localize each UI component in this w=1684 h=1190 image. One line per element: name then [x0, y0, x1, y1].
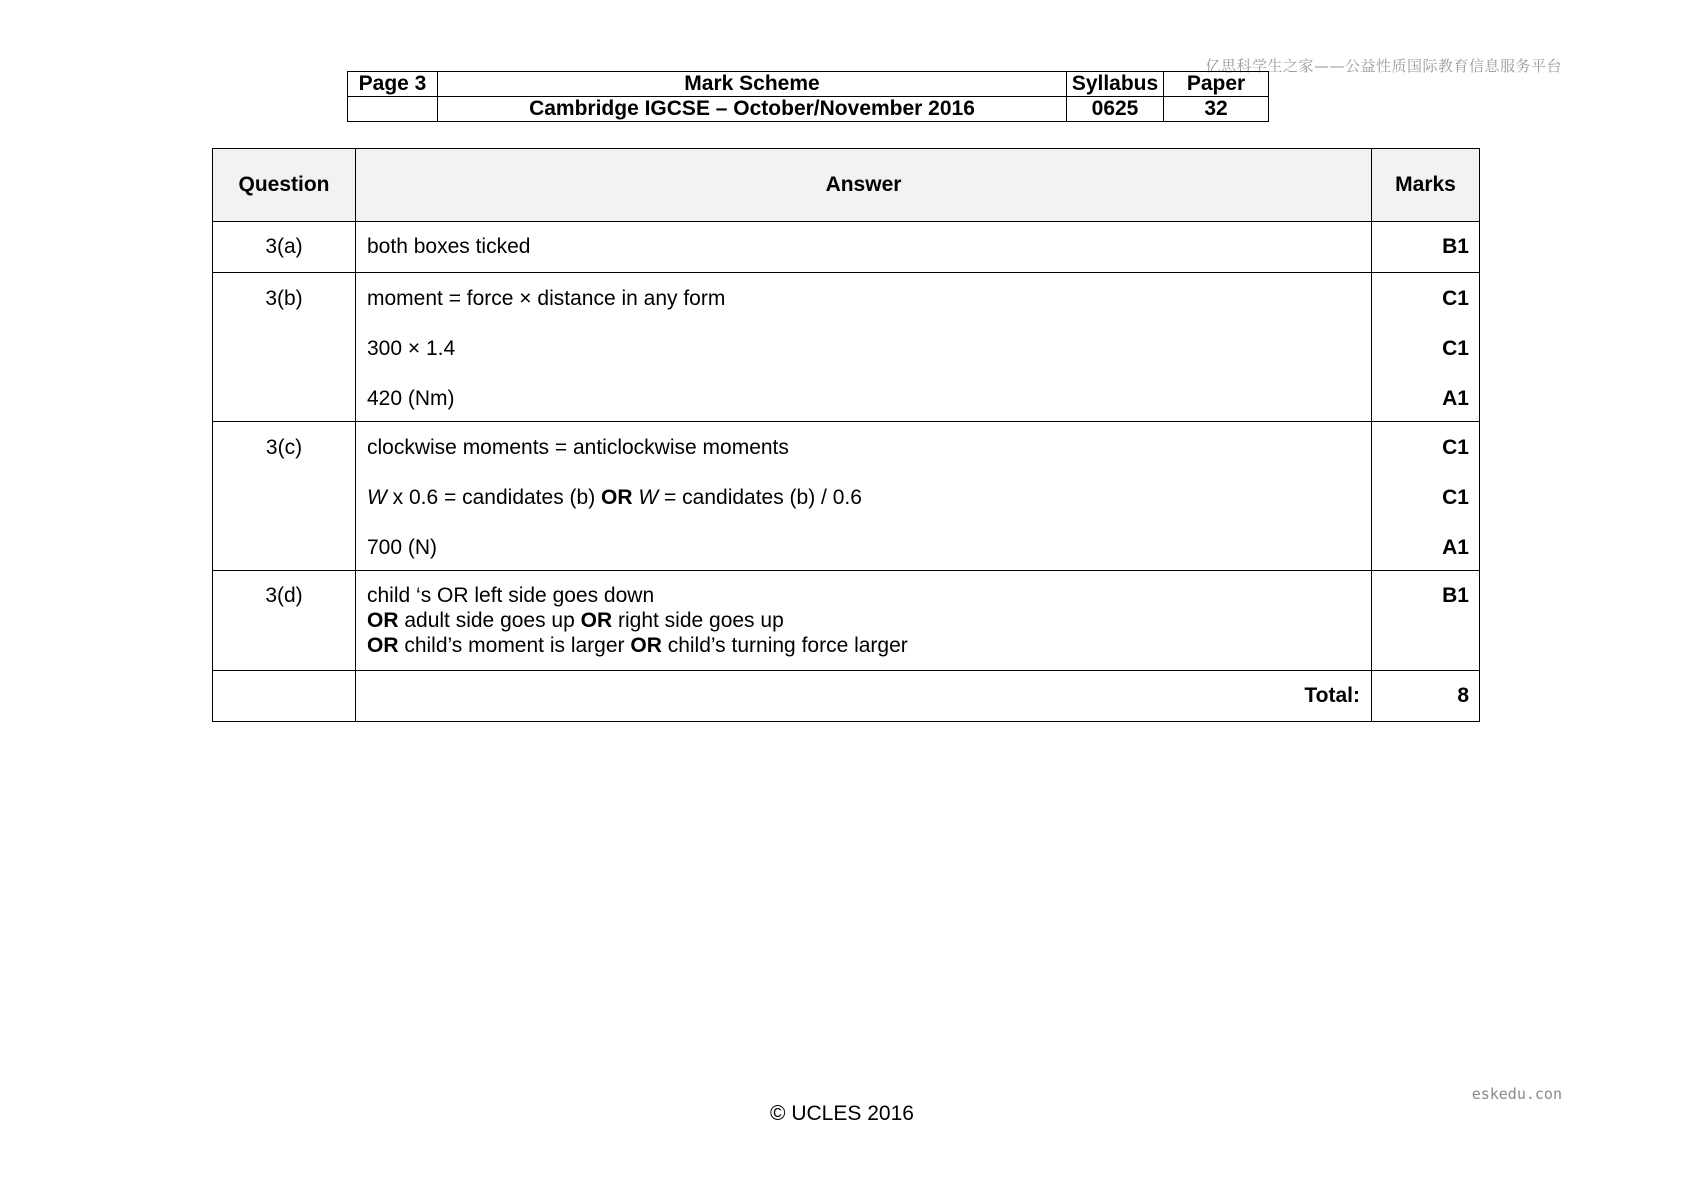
column-header-question: Question: [213, 149, 356, 222]
column-header-marks: Marks: [1372, 149, 1480, 222]
mark-code: C1: [1442, 436, 1469, 459]
answer-fragment: = candidates (b) / 0.6: [658, 486, 862, 509]
answer-cell: [356, 273, 1372, 422]
header-title: Mark Scheme: [438, 72, 1067, 97]
answer-fragment: child’s turning force larger: [661, 634, 908, 657]
mark-code: A1: [1442, 387, 1469, 410]
question-number: 3(d): [213, 571, 356, 671]
table-row: [213, 422, 1480, 571]
total-row: [213, 671, 1480, 722]
answer-line: child ‘s OR left side goes down: [367, 584, 655, 607]
answer-line: clockwise moments = anticlockwise moments: [367, 436, 789, 459]
empty-cell: [213, 671, 356, 722]
mark-scheme-table: [212, 148, 1480, 722]
or-keyword: OR: [601, 486, 633, 509]
or-keyword: OR: [580, 609, 613, 632]
table-row: [213, 222, 1480, 273]
question-label: 3(b): [265, 287, 303, 310]
question-number: [213, 273, 356, 422]
total-label: Total:: [356, 671, 1372, 722]
mark-code: C1: [1442, 337, 1469, 360]
answer-text: both boxes ticked: [356, 222, 1372, 273]
answer-line: 420 (Nm): [367, 387, 455, 410]
mark-code: B1: [1372, 571, 1480, 671]
header-empty-cell: [348, 97, 438, 122]
or-keyword: OR: [630, 634, 662, 657]
answer-cell: [356, 422, 1372, 571]
answer-cell: [356, 571, 1372, 671]
table-header-row: [213, 149, 1480, 222]
question-number: [213, 422, 356, 571]
mark-code: C1: [1442, 287, 1469, 310]
answer-fragment: right side goes up: [612, 609, 784, 632]
marks-cell: [1372, 273, 1480, 422]
table-row: [213, 571, 1480, 671]
question-number: 3(a): [213, 222, 356, 273]
watermark-top: 亿思科学生之家——公益性质国际教育信息服务平台: [1205, 57, 1562, 75]
header-page: Page 3: [348, 72, 438, 97]
variable-w: W: [367, 486, 387, 509]
total-value: 8: [1372, 671, 1480, 722]
answer-line: 300 × 1.4: [367, 337, 456, 360]
question-label: 3(c): [265, 436, 303, 459]
header-subtitle: Cambridge IGCSE – October/November 2016: [438, 97, 1067, 122]
footer-copyright: © UCLES 2016: [770, 1102, 914, 1125]
column-header-answer: Answer: [356, 149, 1372, 222]
watermark-bottom: eskedu.con: [1471, 1085, 1562, 1103]
answer-line: [367, 608, 1370, 633]
answer-line: [367, 633, 1370, 658]
answer-fragment: x 0.6 = candidates (b): [386, 486, 602, 509]
answer-line: 700 (N): [367, 536, 438, 559]
answer-fragment: adult side goes up: [398, 609, 581, 632]
or-keyword: OR: [367, 634, 399, 657]
header-table: [347, 71, 1269, 122]
variable-w: W: [638, 486, 659, 509]
mark-code: C1: [1442, 486, 1469, 509]
mark-code: B1: [1372, 222, 1480, 273]
answer-line: moment = force × distance in any form: [367, 287, 726, 310]
header-paper-label: Paper: [1164, 72, 1269, 97]
or-keyword: OR: [367, 609, 399, 632]
header-paper-number: 32: [1164, 97, 1269, 122]
marks-cell: [1372, 422, 1480, 571]
answer-fragment: child’s moment is larger: [398, 634, 631, 657]
header-syllabus-code: 0625: [1067, 97, 1164, 122]
mark-code: A1: [1442, 536, 1469, 559]
table-row: [213, 273, 1480, 422]
header-syllabus-label: Syllabus: [1067, 72, 1164, 97]
answer-line: [367, 473, 1370, 523]
